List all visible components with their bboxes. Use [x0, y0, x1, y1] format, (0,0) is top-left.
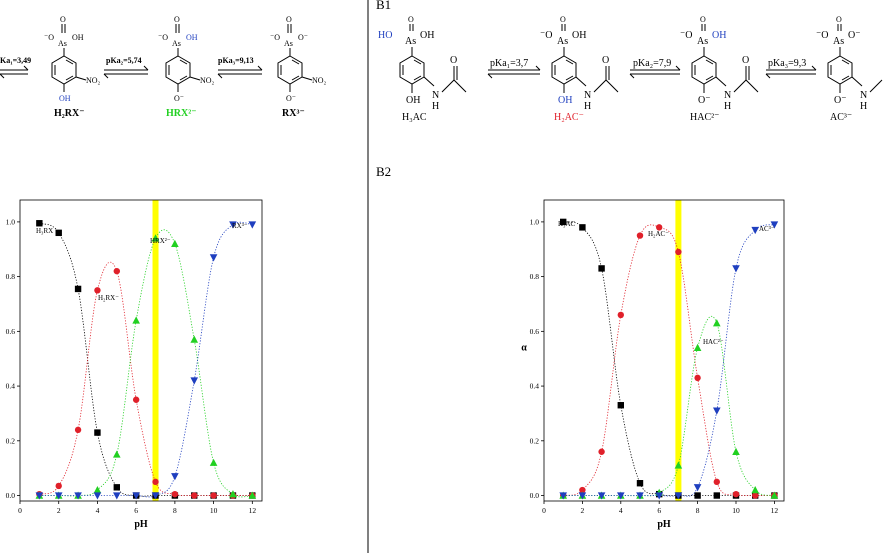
data-point	[694, 344, 702, 351]
chart-left	[6, 200, 262, 530]
x-tick-label: 0	[18, 506, 22, 515]
atom-o-minus: ⁻O	[44, 33, 54, 42]
data-point	[56, 483, 62, 489]
series-label: AC³⁻	[759, 225, 775, 233]
series-label: HRX²⁻	[150, 237, 171, 245]
molecule-rx	[270, 15, 327, 119]
data-point	[75, 286, 81, 292]
data-point	[249, 221, 257, 228]
atom-n: N	[432, 90, 440, 101]
atom-o-minus: O⁻	[286, 94, 296, 103]
y-tick-label: 0.4	[529, 381, 539, 391]
right-pka2-label: pKa₂=7,9	[633, 58, 672, 69]
atom-o-minus: O⁻	[698, 95, 711, 106]
data-point	[56, 230, 62, 236]
data-point	[637, 232, 643, 238]
series-line	[563, 316, 774, 496]
right-structures	[376, 0, 882, 179]
atom-n: N	[860, 90, 868, 101]
data-point	[598, 265, 604, 271]
atom-as: As	[172, 39, 181, 48]
atom-oh-blue: OH	[59, 94, 71, 103]
data-point	[94, 486, 102, 493]
data-point	[618, 402, 624, 408]
atom-oh: OH	[572, 30, 587, 41]
atom-oh-blue: OH	[712, 30, 727, 41]
atom-oh-blue: OH	[558, 95, 573, 106]
molecule-h2rx	[44, 15, 101, 119]
data-point	[579, 224, 585, 230]
atom-h: H	[584, 101, 592, 112]
y-tick-label: 1.0	[529, 217, 539, 227]
series-label: H₃AC	[558, 220, 576, 228]
y-tick-label: 0.6	[5, 326, 15, 336]
data-point	[171, 240, 179, 247]
atom-o: O	[60, 15, 66, 24]
data-point	[733, 491, 739, 497]
data-point	[637, 480, 643, 486]
atom-as: As	[405, 36, 417, 47]
series-label: RX³⁻	[232, 222, 248, 230]
data-point	[94, 492, 102, 499]
atom-o-minus: ⁻O	[270, 33, 280, 42]
y-tick-label: 0.8	[5, 272, 15, 282]
data-point	[190, 336, 198, 343]
x-tick-label: 6	[134, 506, 139, 515]
right-arrow-1	[488, 58, 540, 78]
chart-right	[521, 200, 784, 530]
y-tick-label: 0.4	[5, 381, 15, 391]
atom-o-minus: ⁻O	[816, 30, 829, 41]
data-point	[618, 312, 624, 318]
data-point	[94, 287, 100, 293]
x-tick-label: 10	[209, 506, 218, 515]
atom-o: O	[602, 55, 610, 66]
molecule-ac	[816, 15, 882, 123]
left-pka2-label: pKa₂=5,74	[106, 56, 142, 65]
label-b1: B1	[376, 0, 392, 12]
series-line	[563, 225, 774, 496]
atom-h: H	[860, 101, 868, 112]
y-tick-label: 0.6	[529, 326, 539, 336]
x-tick-label: 12	[248, 506, 257, 515]
left-pka1-label: Ka₁=3,49	[0, 56, 32, 65]
data-point	[36, 220, 42, 226]
atom-oh: OH	[420, 30, 435, 41]
atom-o: O	[286, 15, 292, 24]
atom-o: O	[836, 15, 842, 24]
data-point	[94, 429, 100, 435]
right-pka3-label: pKa₃=9,3	[768, 58, 807, 69]
atom-oh: OH	[406, 95, 421, 106]
data-point	[694, 375, 700, 381]
atom-oh-blue: OH	[186, 33, 198, 42]
x-axis-label: pH	[657, 519, 671, 530]
data-point	[210, 492, 216, 498]
atom-o-minus: O⁻	[848, 30, 861, 41]
atom-as: As	[697, 36, 709, 47]
x-tick-label: 2	[580, 506, 585, 515]
data-point	[694, 492, 700, 498]
data-point	[191, 492, 197, 498]
data-point	[732, 265, 740, 272]
x-tick-label: 8	[173, 506, 177, 515]
data-point	[133, 397, 139, 403]
series-line	[39, 222, 252, 497]
data-point	[714, 492, 720, 498]
atom-o-minus: ⁻O	[540, 30, 553, 41]
atom-h: H	[724, 101, 732, 112]
atom-o-minus: O⁻	[834, 95, 847, 106]
x-tick-label: 10	[732, 506, 740, 515]
data-point	[210, 254, 218, 261]
x-tick-label: 8	[695, 506, 700, 515]
species-hrx-label: HRX²⁻	[166, 108, 197, 119]
x-tick-label: 12	[770, 506, 779, 515]
data-point	[172, 491, 178, 497]
right-arrow-2	[630, 58, 680, 78]
data-point	[713, 319, 721, 326]
x-axis-label: pH	[134, 519, 148, 530]
left-arrow-2	[104, 56, 148, 78]
atom-no2: NO₂	[86, 76, 101, 85]
data-point	[113, 450, 121, 457]
data-point	[75, 427, 81, 433]
data-point	[114, 268, 120, 274]
y-tick-label: 0.0	[529, 491, 539, 501]
molecule-hac	[680, 15, 758, 123]
right-pka1-label: pKa₁=3,7	[490, 58, 529, 69]
atom-o: O	[700, 15, 706, 24]
x-tick-label: 4	[95, 506, 100, 515]
atom-o-minus: ⁻O	[680, 30, 693, 41]
x-tick-label: 6	[657, 506, 662, 515]
atom-o: O	[450, 55, 458, 66]
left-structures	[0, 15, 327, 119]
series-label: H₃RX	[36, 227, 54, 235]
left-arrow-1	[0, 56, 31, 78]
series-line	[39, 223, 252, 496]
atom-o: O	[560, 15, 566, 24]
molecule-hrx	[158, 15, 215, 119]
atom-oh: OH	[72, 33, 84, 42]
atom-as: As	[833, 36, 845, 47]
data-point	[751, 486, 759, 493]
data-point	[190, 377, 198, 384]
atom-o: O	[742, 55, 750, 66]
species-h3ac-label: H₃AC	[402, 112, 427, 123]
data-point	[132, 316, 140, 323]
x-tick-label: 0	[542, 506, 546, 515]
data-point	[171, 473, 179, 480]
y-axis-label: α	[521, 342, 527, 354]
data-point	[752, 492, 758, 498]
species-hac-label: HAC²⁻	[690, 112, 720, 123]
highlight-band	[675, 200, 681, 501]
atom-o: O	[174, 15, 180, 24]
species-rx-label: RX³⁻	[282, 108, 305, 119]
y-tick-label: 1.0	[5, 217, 15, 227]
atom-as: As	[557, 36, 569, 47]
atom-no2: NO₂	[200, 76, 215, 85]
data-point	[732, 448, 740, 455]
series-line	[39, 262, 252, 496]
data-point	[713, 408, 721, 415]
label-b2: B2	[376, 164, 392, 179]
atom-h: H	[432, 101, 440, 112]
y-tick-label: 0.2	[529, 436, 539, 446]
atom-no2: NO₂	[312, 76, 327, 85]
plot-frame	[544, 200, 784, 501]
y-tick-label: 0.0	[5, 491, 15, 501]
left-arrow-3	[218, 56, 262, 78]
x-tick-label: 4	[618, 506, 623, 515]
species-h2rx-label: H₂RX⁻	[54, 108, 85, 119]
molecule-h3ac	[378, 15, 466, 123]
left-pka3-label: pKa₃=9,13	[218, 56, 254, 65]
atom-as: As	[58, 39, 67, 48]
plot-frame	[20, 200, 262, 501]
x-tick-label: 2	[56, 506, 61, 515]
data-point	[598, 449, 604, 455]
highlight-band	[153, 200, 159, 501]
data-point	[714, 479, 720, 485]
atom-o-minus: ⁻O	[158, 33, 168, 42]
y-tick-label: 0.2	[5, 436, 15, 446]
atom-ho-blue: HO	[378, 30, 393, 41]
molecule-h2ac	[540, 15, 618, 123]
atom-n: N	[584, 90, 592, 101]
data-point	[694, 484, 702, 491]
series-line	[563, 222, 774, 496]
data-point	[113, 492, 121, 499]
species-ac-label: AC³⁻	[830, 112, 853, 123]
right-arrow-3	[766, 58, 816, 78]
series-label: HAC²⁻	[703, 338, 724, 346]
series-label: H₂RX⁻	[98, 294, 119, 302]
atom-o-minus: O⁻	[174, 94, 184, 103]
atom-n: N	[724, 90, 732, 101]
series-line	[563, 225, 774, 497]
atom-as: As	[284, 39, 293, 48]
data-point	[675, 249, 681, 255]
data-point	[114, 484, 120, 490]
series-label: H₂AC⁻	[648, 230, 669, 238]
species-h2ac-label: H₂AC⁻	[554, 112, 584, 123]
atom-o: O	[408, 15, 414, 24]
atom-o-minus: O⁻	[298, 33, 308, 42]
data-point	[152, 479, 158, 485]
y-tick-label: 0.8	[529, 272, 539, 282]
data-point	[210, 459, 218, 466]
